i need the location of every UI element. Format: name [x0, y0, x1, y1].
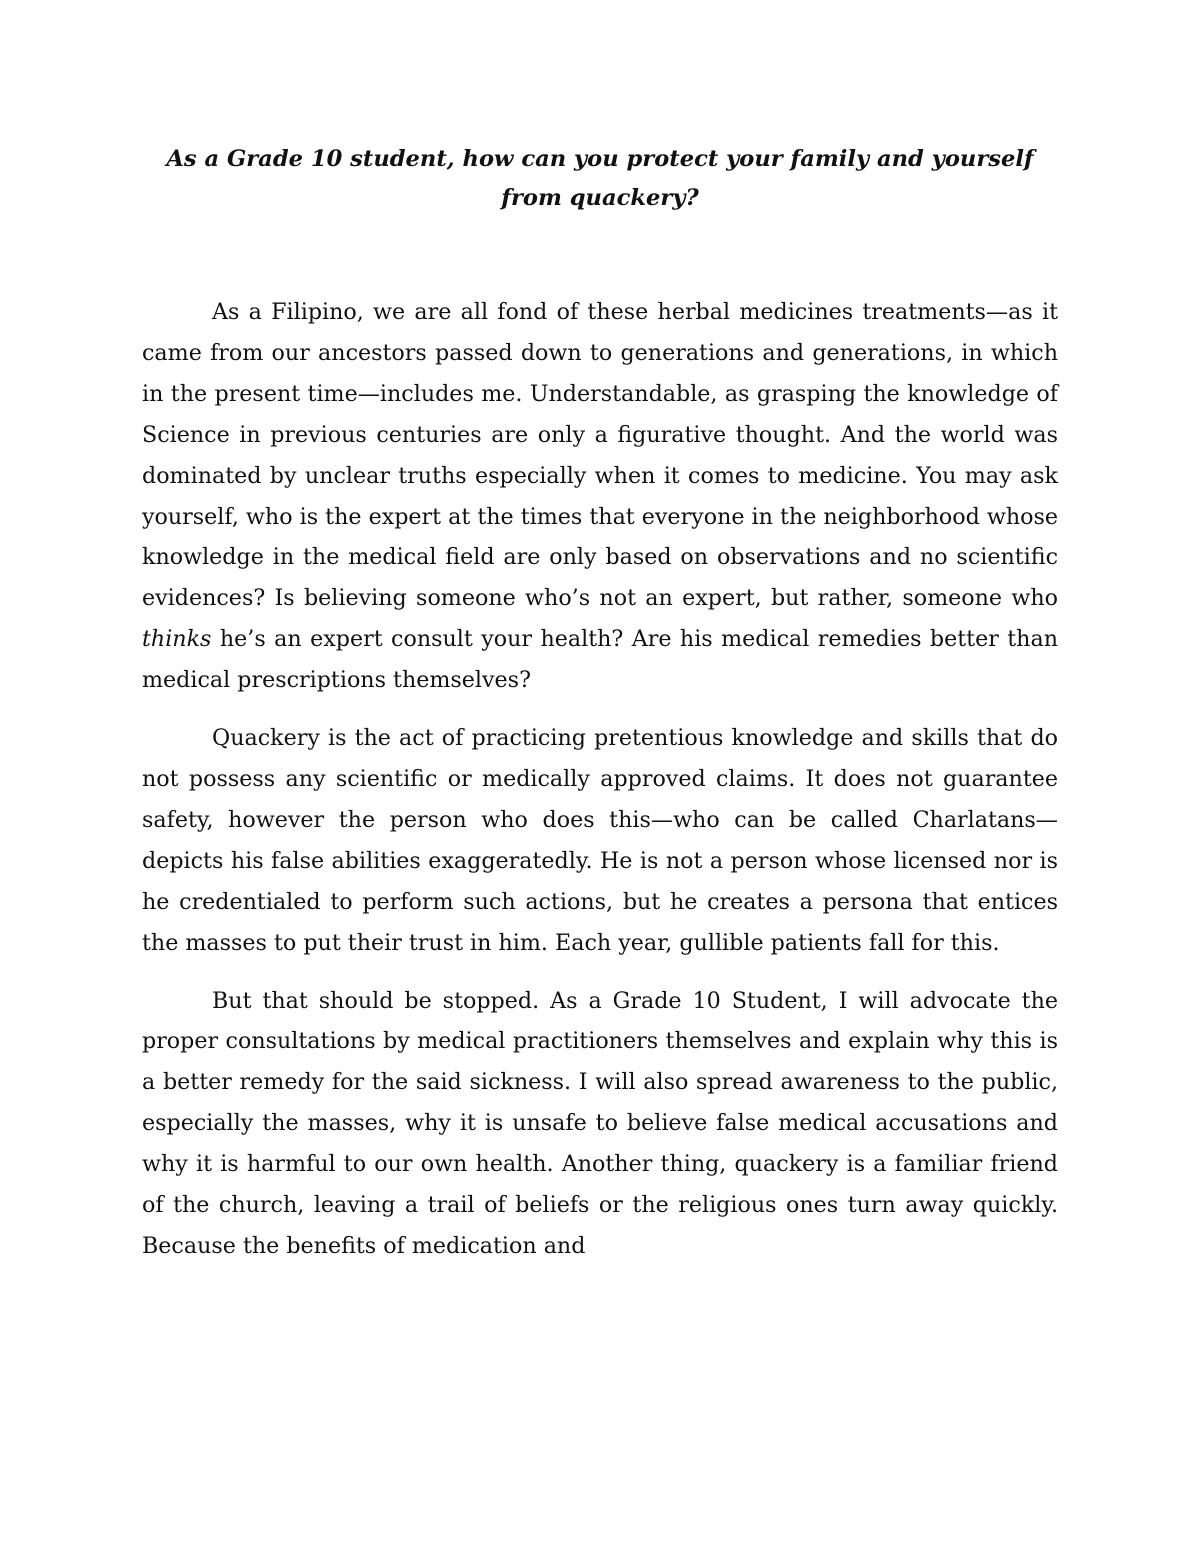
page-title: As a Grade 10 student, how can you protect your family and yourself from quackery? — [166, 146, 1034, 211]
paragraph-3: But that should be stopped. As a Grade 10 Student, I will advocate the proper consultations by medical practitioners themselves and explain why this is a better remedy for the said sickness. I will also spread awareness to the public, especially the masses, why it is unsafe to believe false medical accusations and why it is harmful to our own health. Another thing, quackery is a familiar friend of the church, leaving a trail of beliefs or the religious ones turn away quickly. Because the benefits of medication and — [142, 987, 1058, 1259]
document-body — [142, 292, 1058, 1284]
emphasized-word: thinks — [142, 626, 212, 653]
paragraph-1-text-end: he’s an expert consult your health? Are his medical remedies better than medical prescriptions themselves? — [142, 626, 1058, 694]
paragraph-1 — [142, 292, 1058, 701]
paragraph-1-text-start: As a Filipino, we are all fond of these herbal medicines treatments—as it came from our ancestors passed down to generations and generations, in which in the present time—includes me. Understandable, as grasping the knowledge of Science in previous centuries are only a figurative thought. And the world was dominated by unclear truths especially when it comes to medicine. You may ask yourself, who is the expert at the times that everyone in the neighborhood whose knowledge in the medical field are only based on observations and no scientific evidences? Is believing someone who’s not an expert, but rather, someone who — [142, 299, 1058, 612]
paragraph-2: Quackery is the act of practicing pretentious knowledge and skills that do not possess any scientific or medically approved claims. It does not guarantee safety, however the person who does this—who can be called Charlatans—depicts his false abilities exaggeratedly. He is not a person whose licensed nor is he credentialed to perform such actions, but he creates a persona that entices the masses to put their trust in him. Each year, gullible patients fall for this. — [142, 725, 1058, 956]
